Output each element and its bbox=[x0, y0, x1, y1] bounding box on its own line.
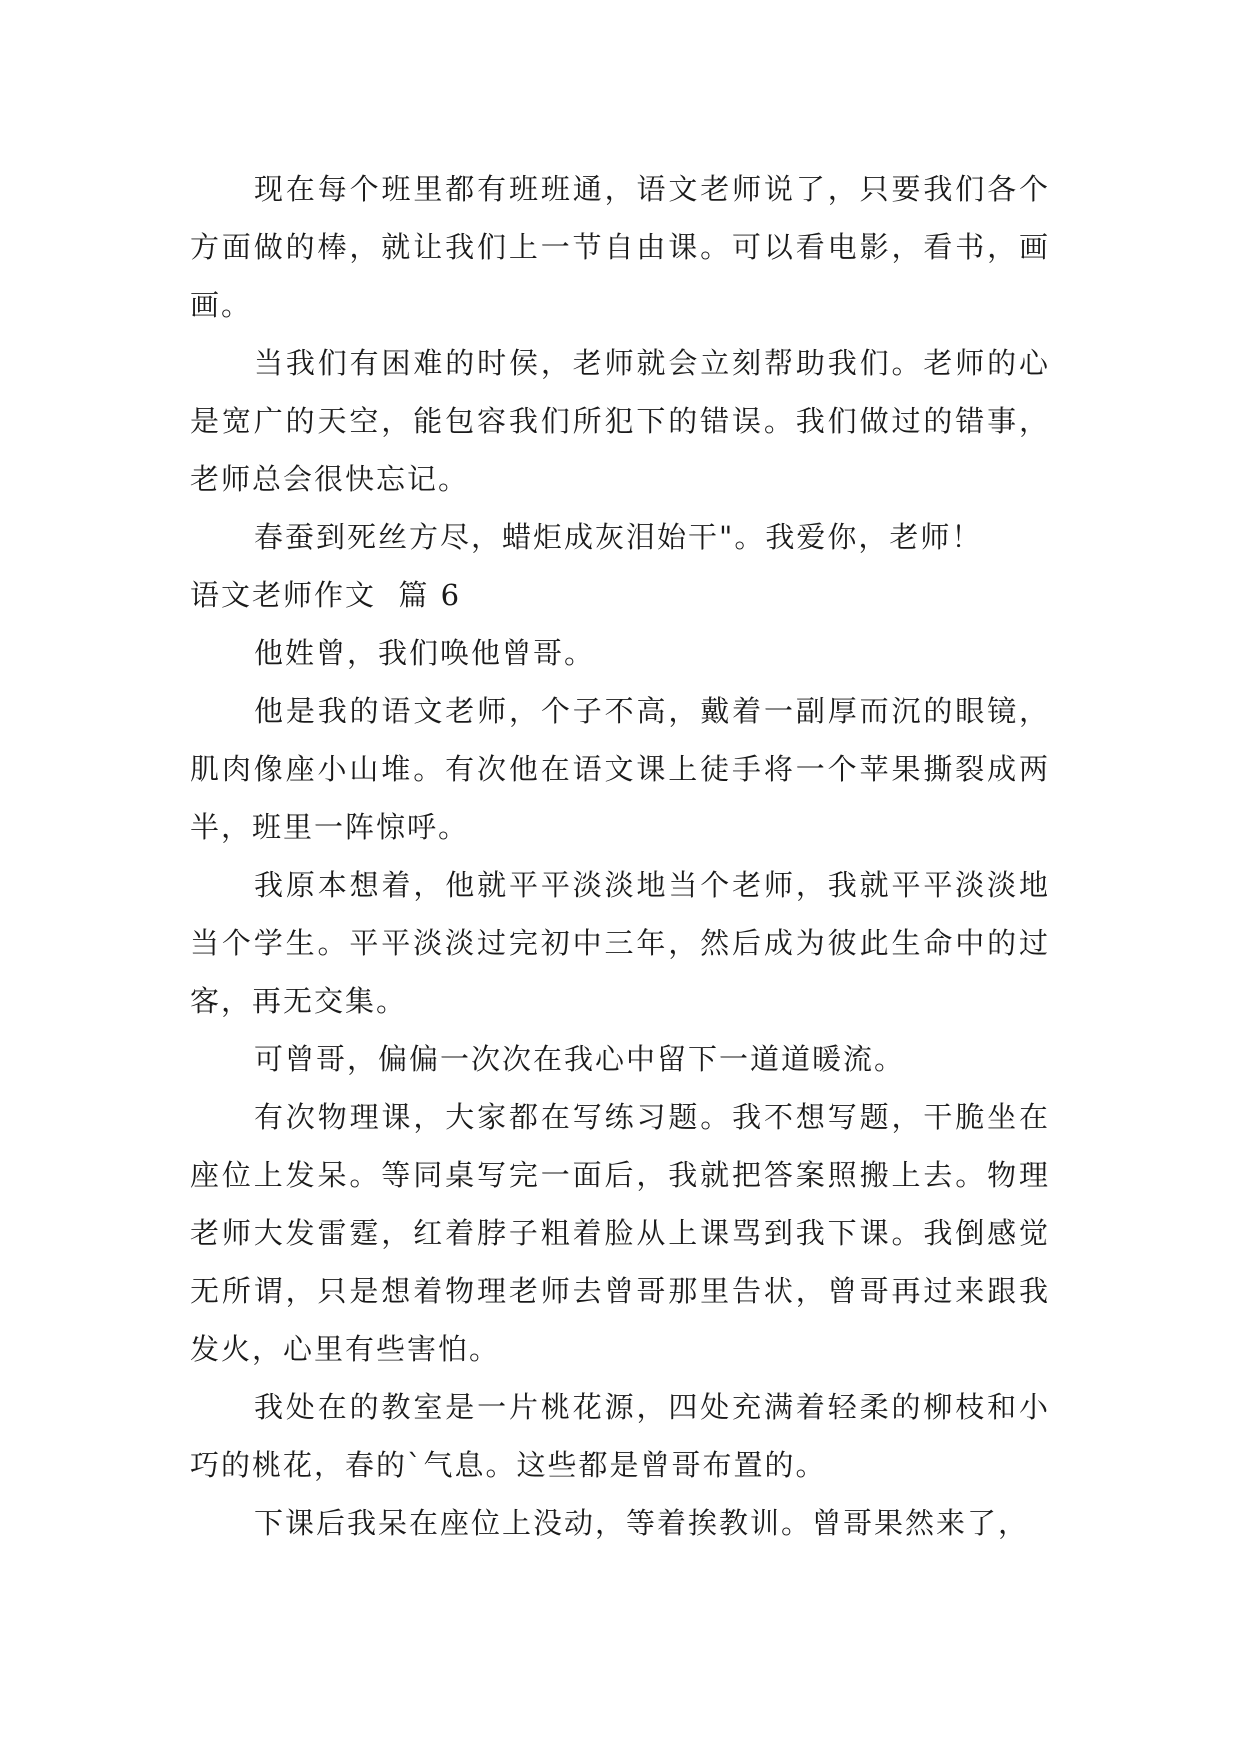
paragraph: 当我们有困难的时侯，老师就会立刻帮助我们。老师的心是宽广的天空，能包容我们所犯下的错误。我们做过的错事，老师总会很快忘记。 bbox=[190, 346, 1050, 496]
paragraph: 下课后我呆在座位上没动，等着挨教训。曾哥果然来了， bbox=[254, 1506, 1030, 1540]
paragraph: 我原本想着，他就平平淡淡地当个老师，我就平平淡淡地当个学生。平平淡淡过完初中三年，然后成为彼此生命中的过客，再无交集。 bbox=[190, 868, 1050, 1018]
paragraph: 现在每个班里都有班班通，语文老师说了，只要我们各个方面做的棒，就让我们上一节自由课。可以看电影，看书，画画。 bbox=[190, 172, 1050, 322]
document-body bbox=[190, 160, 1050, 1552]
paragraph: 春蚕到死丝方尽，蜡炬成灰泪始干"。我爱你，老师！ bbox=[254, 520, 983, 554]
paragraph: 有次物理课，大家都在写练习题。我不想写题，干脆坐在座位上发呆。等同桌写完一面后，我就把答案照搬上去。物理老师大发雷霆，红着脖子粗着脸从上课骂到我下课。我倒感觉无所谓，只是想着物理老师去曾哥那里告状，曾哥再过来跟我发火，心里有些害怕。 bbox=[190, 1100, 1050, 1366]
paragraph: 我处在的教室是一片桃花源，四处充满着轻柔的柳枝和小巧的桃花，春的`气息。这些都是曾哥布置的。 bbox=[190, 1390, 1050, 1482]
paragraph: 他是我的语文老师，个子不高，戴着一副厚而沉的眼镜，肌肉像座小山堆。有次他在语文课上徒手将一个苹果撕裂成两半，班里一阵惊呼。 bbox=[190, 694, 1050, 844]
paragraph: 他姓曾，我们唤他曾哥。 bbox=[254, 636, 596, 670]
section-heading: 语文老师作文 篇 6 bbox=[190, 578, 462, 612]
paragraph: 可曾哥，偏偏一次次在我心中留下一道道暖流。 bbox=[254, 1042, 906, 1076]
